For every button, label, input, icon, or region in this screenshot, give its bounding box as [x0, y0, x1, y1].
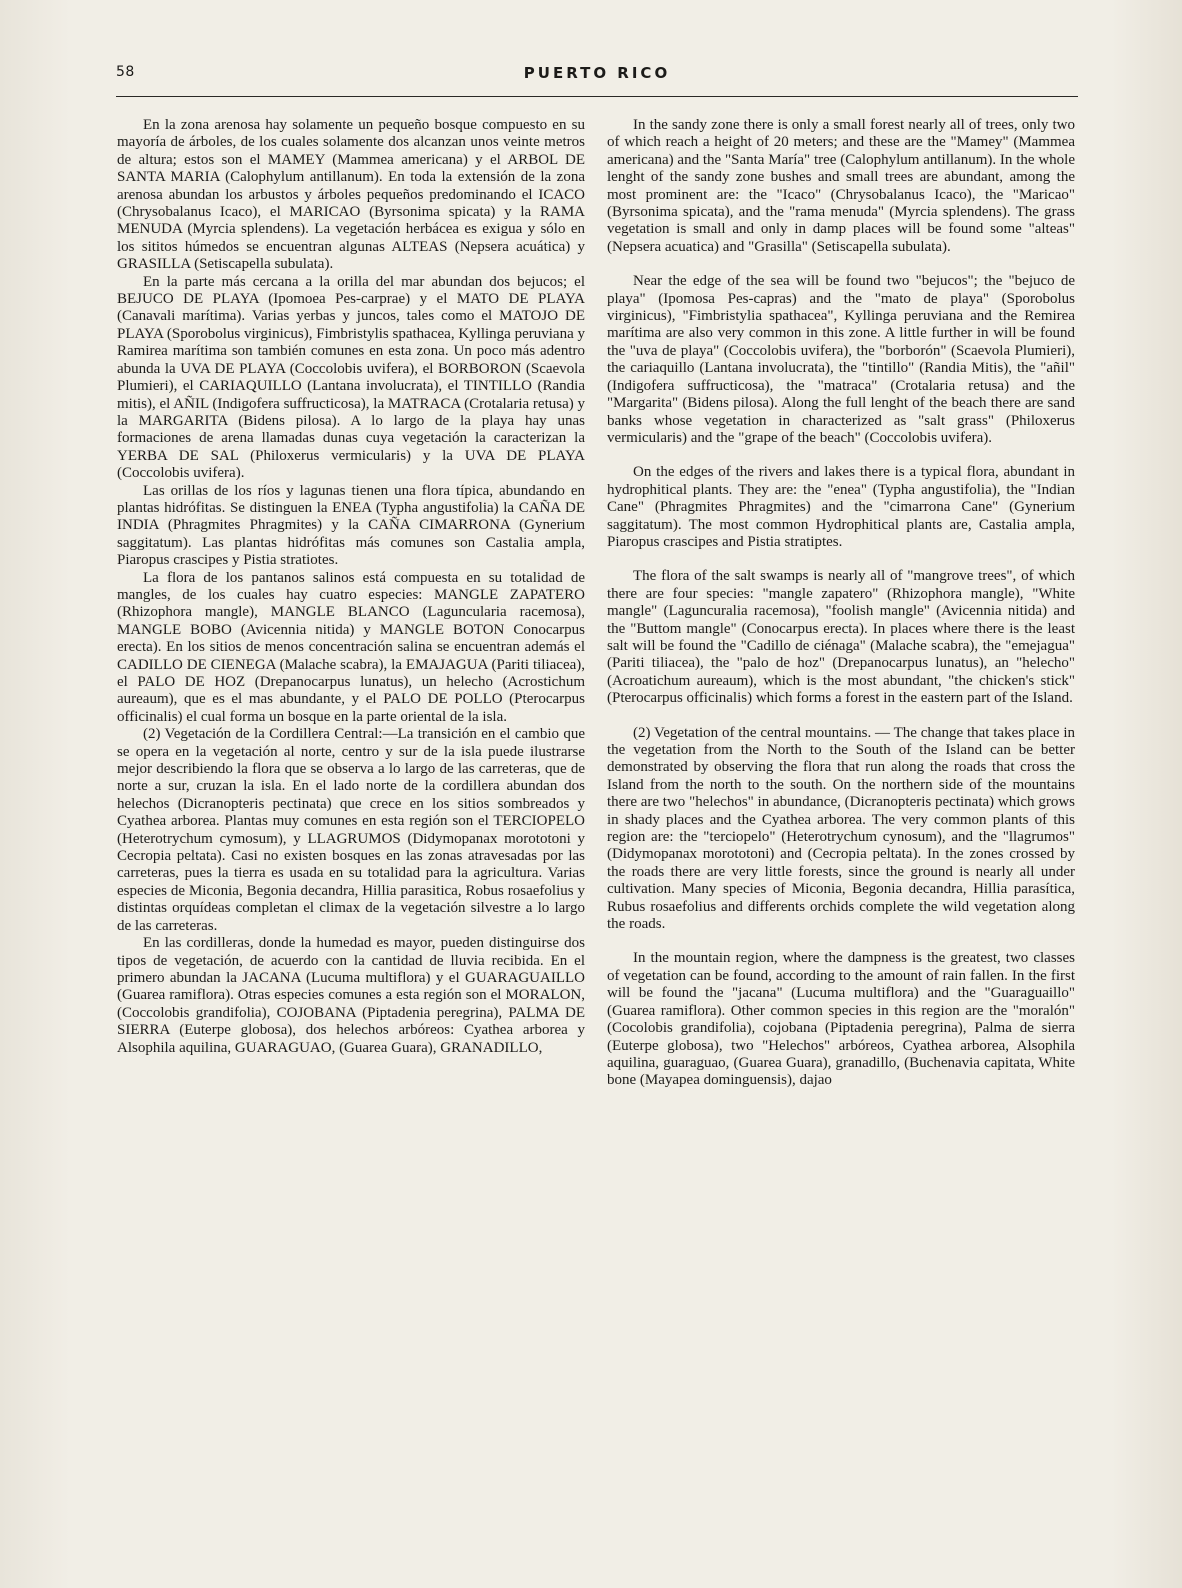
english-column: [607, 117, 1075, 1090]
paragraph: La flora de los pantanos salinos está compuesta en su totalidad de mangles, de los cuales hay cuatro especies: MANGLE ZAPATERO (Rhizophora mangle), MANGLE BLANCO (Laguncularia racemosa), MANGLE BOBO (Avicennia nitida) y MANGLE BOTON Conocarpus erecta). En los sitios de menos concentración salina se encuentran además el CADILLO DE CIENEGA (Malache scabra), la EMAJAGUA (Pariti tiliacea), el PALO DE HOZ (Drepanocarpus lunatus), un helecho (Acrostichum aureaum), que es el mas abundante, y el PALO DE POLLO (Pterocarpus officinalis) el cual forma un bosque en la parte oriental de la isla.: [117, 569, 585, 725]
header-rule: [116, 96, 1078, 97]
page-header: [116, 64, 1078, 86]
paragraph: Near the edge of the sea will be found two "bejucos"; the "bejuco de playa" (Ipomosa Pes-capras) and the "mato de playa" (Sporobolus virginicus), "Fimbristylia spathacea", Kyllinga peruviana and the Remirea marítima are also very common in this zone. A little further in will be found the "uva de playa" (Coccolobis uvifera), the "borborón" (Scaevola Plumieri), the cariaquillo (Lantana involucrata), the "tintillo" (Randia Mitis), the "añil" (Indigofera suffructicosa), the "matraca" (Crotalaria retusa) and the "Margarita" (Bidens pilosa). Along the full lenght of the beach there are sand banks whose vegetation in characterized as "salt grass" (Philoxerus vermicularis) and the "grape of the beach" (Coccolobis uvifera).: [607, 273, 1075, 446]
paragraph: The flora of the salt swamps is nearly all of "mangrove trees", of which there are four species: "mangle zapatero" (Rhizophora mangle), "White mangle" (Laguncuralia racemosa), "foolish mangle" (Avicennia nitida) and the "Buttom mangle" (Conocarpus erecta). In places where there is the least salt will be found the "Cadillo de ciénaga" (Malache scabra), the "emejagua" (Pariti tiliacea), the "palo de hoz" (Drepanocarpus lunatus), an "helecho" (Acroatichum aureaum), which is the most abundant, "the chicken's stick" (Pterocarpus officinalis) which forms a forest in the eastern part of the Island.: [607, 568, 1075, 707]
page-number: 58: [116, 64, 135, 80]
paragraph: En la zona arenosa hay solamente un pequeño bosque compuesto en su mayoría de árboles, de los cuales solamente dos alcanzan unos veinte metros de altura; estos son el MAMEY (Mammea americana) y el ARBOL DE SANTA MARIA (Calophylum antillanum). En toda la extensión de la zona arenosa abundan los arbustos y árboles pequeños predominando el ICACO (Chrysobalanus Icaco), el MARICAO (Byrsonima spicata) y la RAMA MENUDA (Myrcia splendens). La vegetación herbácea es exigua y sólo en los sititos húmedos se encuentran algunas ALTEAS (Nepsera acuática) y GRASILLA (Setiscapella subulata).: [117, 117, 585, 273]
paragraph: In the mountain region, where the dampness is the greatest, two classes of vegetation can be found, according to the amount of rain fallen. In the first will be found the "jacana" (Lucuma multiflora) and the "Guaraguaillo" (Guarea ramiflora). Other common species in this region are the "moralón" (Cocolobis grandifolia), cojobana (Piptadenia peregrina), Palma de sierra (Euterpe globosa), two "Helechos" arbóreos, Cyathea arborea, Alsophila aquilina, guaraguao, (Guarea Guara), granadillo, (Buchenavia capitata, White bone (Mayapea dominguensis), dajao: [607, 950, 1075, 1089]
paragraph: In the sandy zone there is only a small forest nearly all of trees, only two of which reach a height of 20 meters; and these are the "Mamey" (Mammea americana) and the "Santa María" tree (Calophylum antillanum). In the whole lenght of the sandy zone bushes and small trees are abundant, among the most prominent are: the "Icaco" (Chrysobalanus Icaco), the "Maricao" (Byrsonima spicata), and the "rama menuda" (Myrcia splendens). The grass vegetation is small and only in damp places will be found some "alteas" (Nepsera acuatica) and "Grasilla" (Setiscapella subulata).: [607, 117, 1075, 255]
paragraph: Las orillas de los ríos y lagunas tienen una flora típica, abundando en plantas hidrófitas. Se distinguen la ENEA (Typha angustifolia) la CAÑA DE INDIA (Phragmites Phragmites) y la CAÑA CIMARRONA (Gynerium saggitatum). Las plantas hidrófitas más comunes son Castalia ampla, Piaropus crascipes y Pistia stratiotes.: [117, 482, 585, 569]
paragraph: On the edges of the rivers and lakes there is a typical flora, abundant in hydrophitical plants. They are: the "enea" (Typha angustifolia), the "Indian Cane" (Phragmites Phragmites) and the "cimarrona Cane" (Gynerium saggitatum). The most common Hydrophitical plants are, Castalia ampla, Piaropus crascipes and Pistia stratiptes.: [607, 464, 1075, 550]
spanish-column: [117, 117, 585, 1057]
paragraph: (2) Vegetation of the central mountains. — The change that takes place in the vegetation from the North to the South of the Island can be better demonstrated by observing the flora that run along the roads that cross the Island from the north to the south. On the northern side of the mountains there are two "helechos" in abundance, (Dicranopteris pectinata) which grows in shady places and the Cyathea arborea. The very common plants of this region are: the "terciopelo" (Heterotrychum cynosum), and the "llagrumos" (Didymopanax morototoni) and (Cecropia peltata). In the zones crossed by the roads there are very little forests, since the ground is nearly all under cultivation. Many species of Miconia, Begonia decandra, Hillia parasítica, Rubus rosaefolius and differents orchids complete the wild vegetation along the roads.: [607, 724, 1075, 933]
running-title: PUERTO RICO: [523, 64, 671, 82]
paragraph: En la parte más cercana a la orilla del mar abundan dos bejucos; el BEJUCO DE PLAYA (Ipomoea Pes-carprae) y el MATO DE PLAYA (Canavali marítima). Varias yerbas y juncos, tales como el MATOJO DE PLAYA (Sporobolus virginicus), Fimbristylis spathacea, Kyllinga peruviana y Ramirea marítima son también comunes en esta zona. Un poco más adentro abunda la UVA DE PLAYA (Coccolobis uvifera), el BORBORON (Scaevola Plumieri), el CARIAQUILLO (Lantana involucrata), el TINTILLO (Randia mitis), el AÑIL (Indigofera suffructicosa), la MATRACA (Crotalaria retusa) y la MARGARITA (Bidens pilosa). A lo largo de la playa hay unas formaciones de arena llamadas dunas cuya vegetación la caracterizan la YERBA DE SAL (Philoxerus vermicularis) y la UVA DE PLAYA (Coccolobis uvifera).: [117, 273, 585, 482]
paragraph: (2) Vegetación de la Cordillera Central:—La transición en el cambio que se opera en la vegetación al norte, centro y sur de la isla puede ilustrarse mejor describiendo la flora que se observa a lo largo de las carreteras, que de norte a sur, cruzan la isla. En el lado norte de la cordillera abundan dos helechos (Dicranopteris pectinata) que crece en los sitios sombreados y Cyathea arborea. Plantas muy comunes en esta región son el TERCIOPELO (Heterotrychum cymosum), y LLAGRUMOS (Didymopanax morototoni y Cecropia peltata). Casi no existen bosques en las zonas atravesadas por las carreteras, pues la tierra es usada en su totalidad para la agricultura. Varias especies de Miconia, Begonia decandra, Hillia parasitica, Robus rosaefolius y distintas orquídeas completan el climax de la vegetación silvestre a lo largo de las carreteras.: [117, 726, 585, 934]
paragraph: En las cordilleras, donde la humedad es mayor, pueden distinguirse dos tipos de vegetación, de acuerdo con la cantidad de lluvia recibida. En el primero abundan la JACANA (Lucuma multiflora) y el GUARAGUAILLO (Guarea ramiflora). Otras especies comunes a esta región son el MORALON, (Coccolobis grandifolia), COJOBANA (Piptadenia peregrina), PALMA DE SIERRA (Euterpe globosa), dos helechos arbóreos: Cyathea arborea y Alsophila aquilina, GUARAGUAO, (Guarea Guara), GRANADILLO,: [117, 935, 585, 1056]
